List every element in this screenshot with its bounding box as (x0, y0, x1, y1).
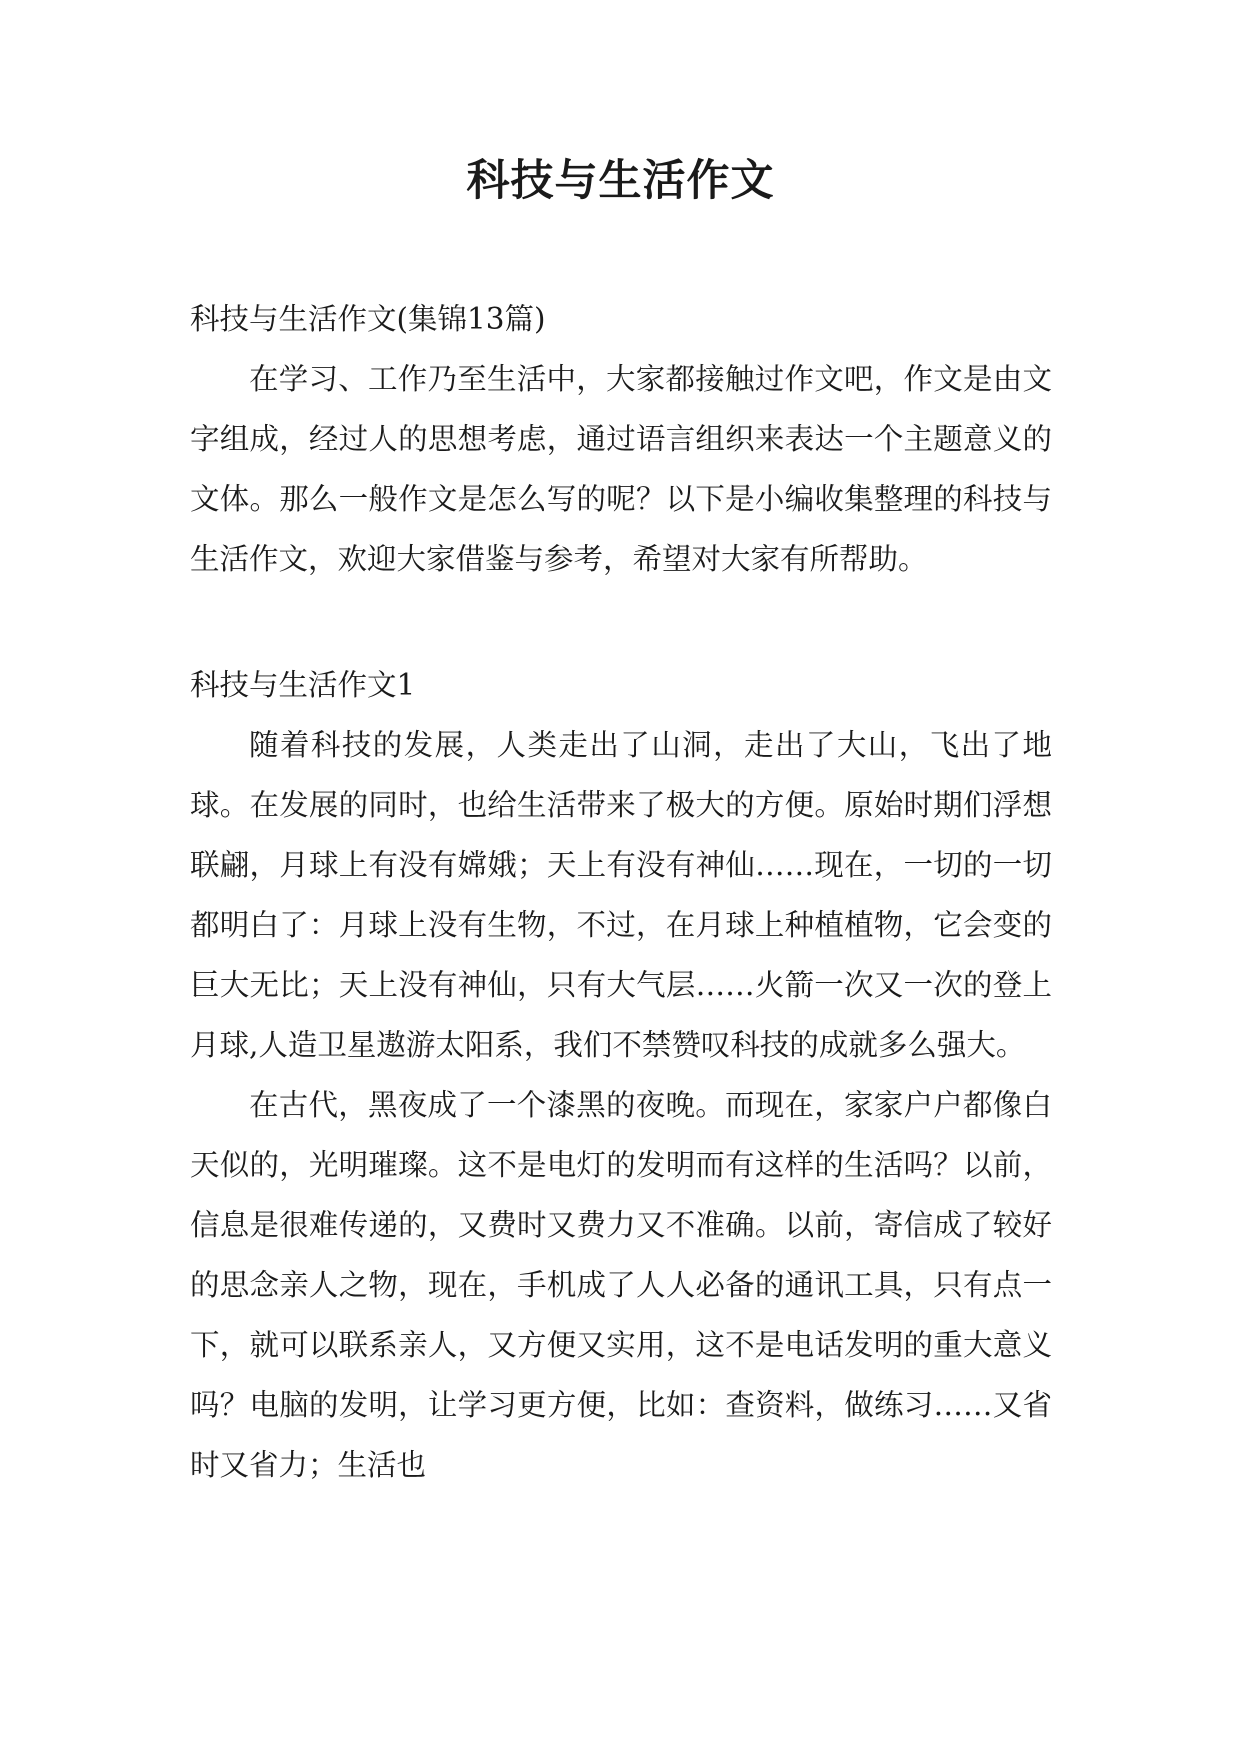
document-body (190, 289, 1052, 1495)
section-paragraph: 在古代，黑夜成了一个漆黑的夜晚。而现在，家家户户都像白天似的，光明璀璨。这不是电灯的发明而有这样的生活吗？以前，信息是很难传递的，又费时又费力又不准确。以前，寄信成了较好的思念亲人之物，现在，手机成了人人必备的通讯工具，只有点一下，就可以联系亲人，又方便又实用，这不是电话发明的重大意义吗？电脑的发明，让学习更方便，比如：查资料，做练习……又省时又省力；生活也 (190, 1088, 1052, 1482)
collection-heading: 科技与生活作文(集锦13篇) (190, 302, 546, 336)
section-paragraph: 随着科技的发展，人类走出了山洞，走出了大山，飞出了地球。在发展的同时，也给生活带来了极大的方便。原始时期们浮想联翩，月球上有没有嫦娥；天上有没有神仙……现在，一切的一切都明白了：月球上没有生物，不过，在月球上种植植物，它会变的巨大无比；天上没有神仙，只有大气层……火箭一次又一次的登上月球,人造卫星遨游太阳系，我们不禁赞叹科技的成就多么强大。 (190, 728, 1052, 1062)
document-title: 科技与生活作文 (466, 156, 775, 206)
section-heading: 科技与生活作文1 (190, 668, 416, 702)
intro-paragraph: 在学习、工作乃至生活中，大家都接触过作文吧，作文是由文字组成，经过人的思想考虑，通过语言组织来表达一个主题意义的文体。那么一般作文是怎么写的呢？以下是小编收集整理的科技与生活作文，欢迎大家借鉴与参考，希望对大家有所帮助。 (190, 362, 1052, 576)
